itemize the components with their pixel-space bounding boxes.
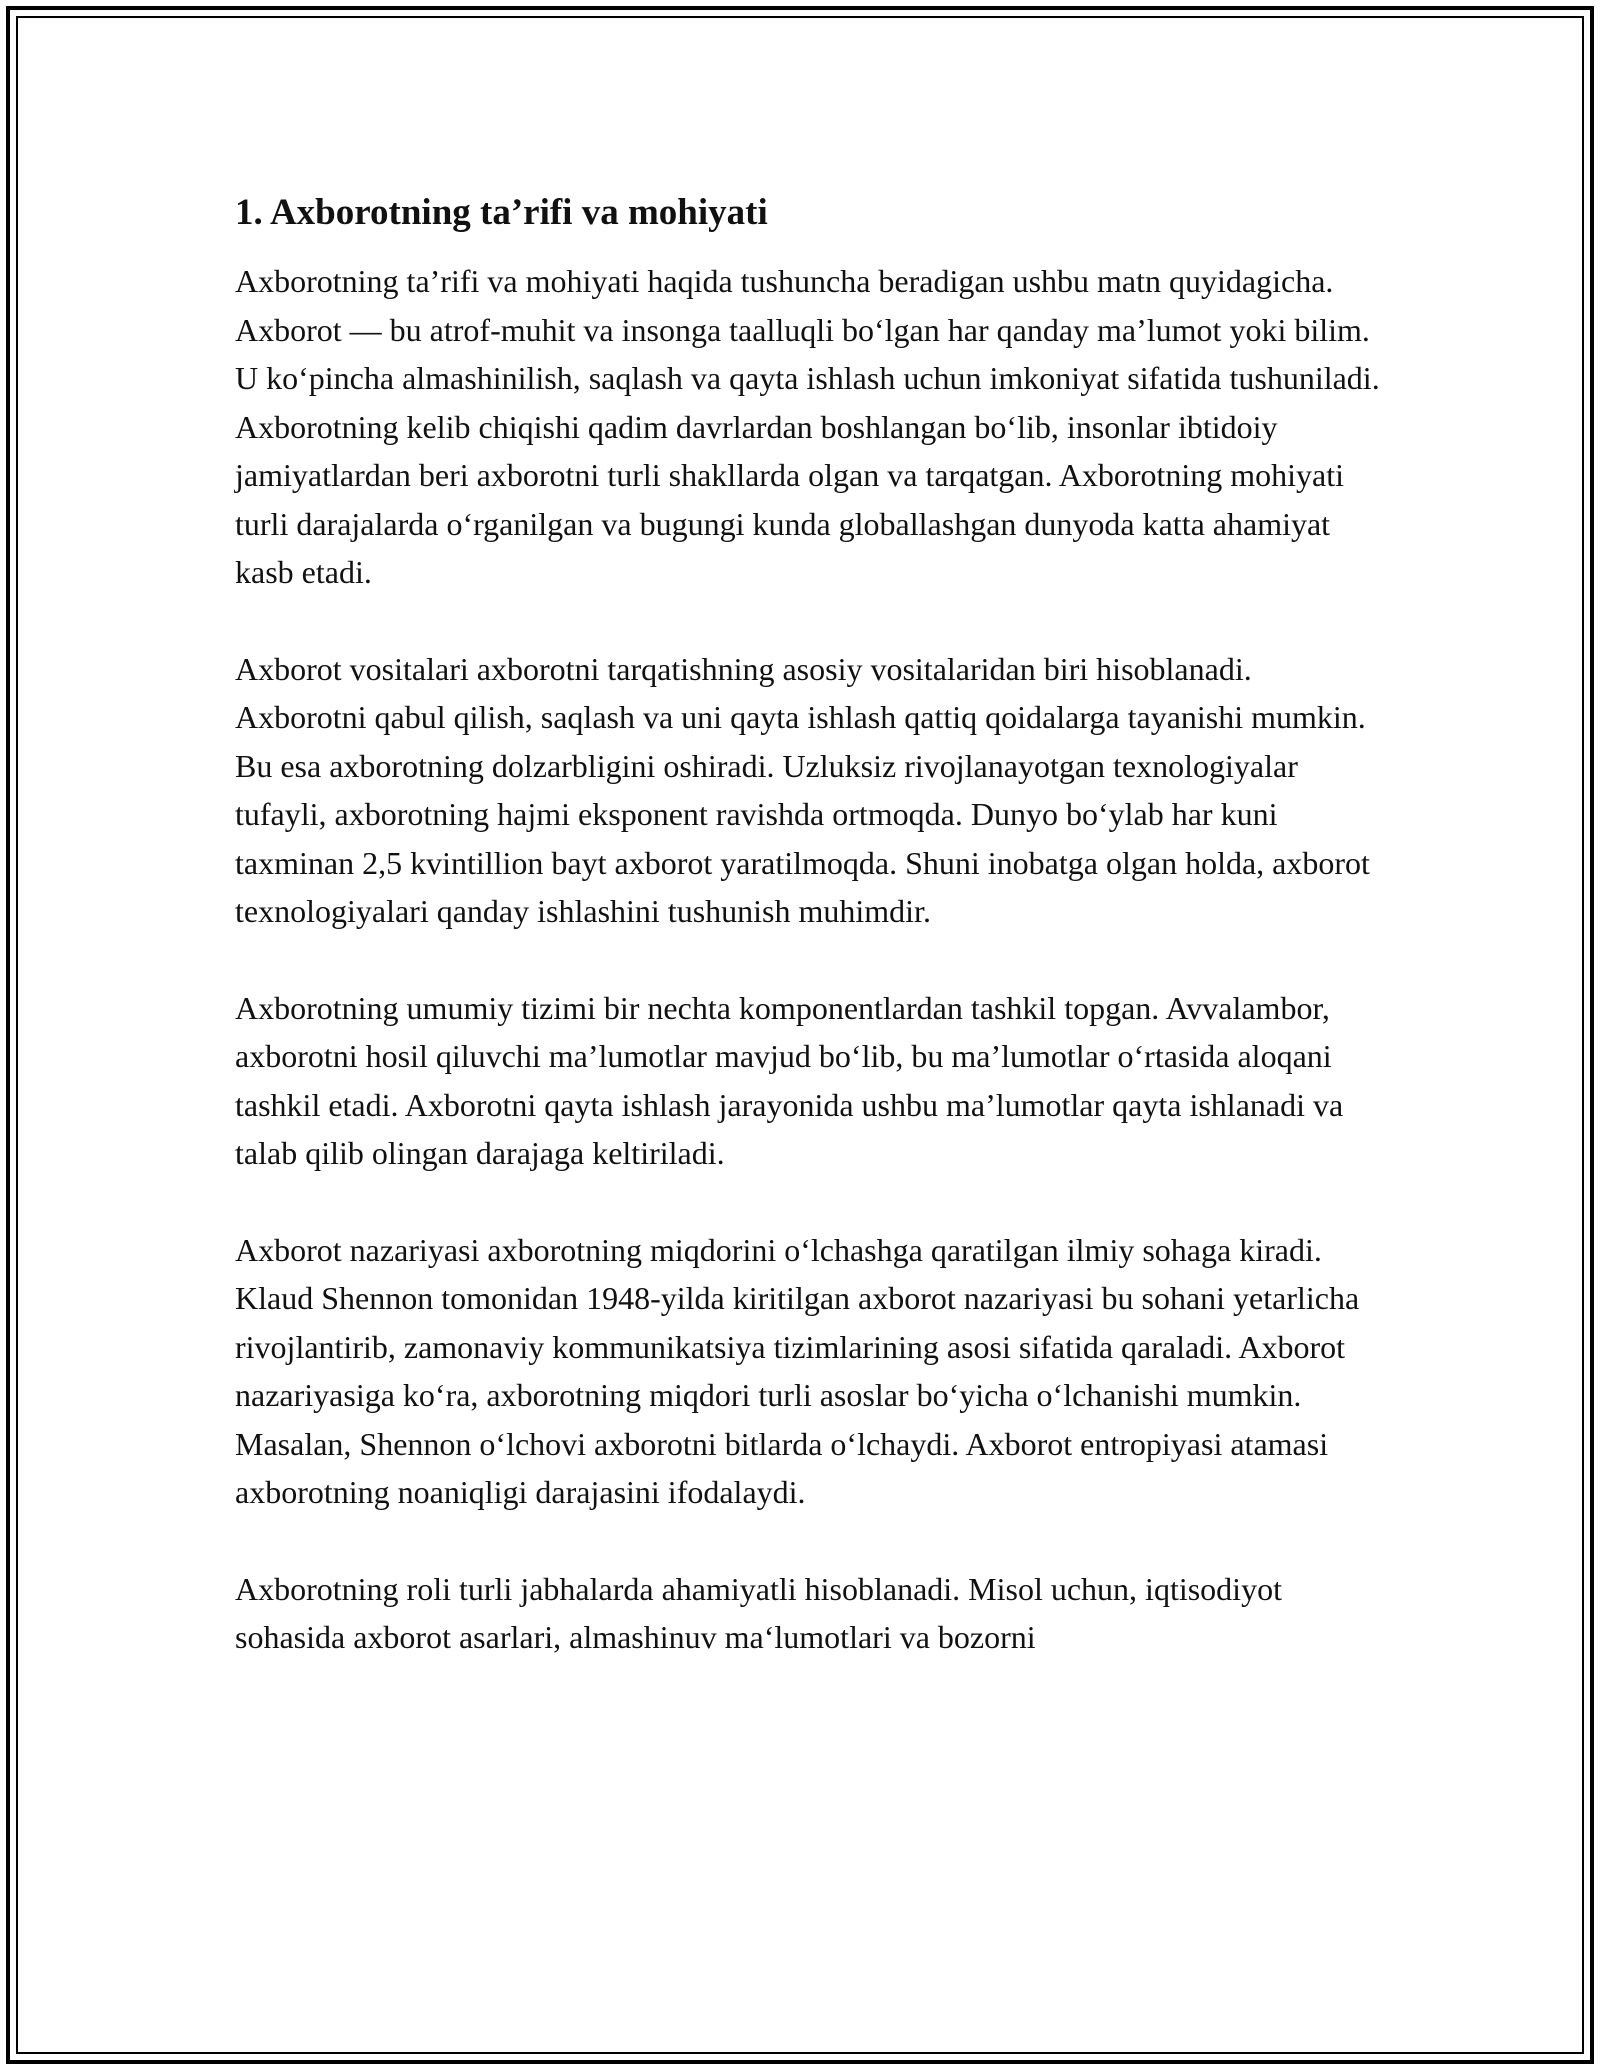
paragraph-3: Axborotning umumiy tizimi bir nechta komponentlardan tashkil topgan. Avvalambor, axborotni hosil qiluvchi ma’lumotlar mavjud bo‘lib, bu ma’lumotlar o‘rtasida aloqani tashkil etadi. Axborotni qayta ishlash jarayonida ushbu ma’lumotlar qayta ishlanadi va talab qilib olingan darajaga keltiriladi. [235,989,1344,1171]
paragraph-4: Axborot nazariyasi axborotning miqdorini o‘lchashga qaratilgan ilmiy sohaga kiradi. Klaud Shennon tomonidan 1948-yilda kiritilgan axborot nazariyasi bu sohani yetarlicha rivojlantirib, zamonaviy kommunikatsiya tizimlarining asosi sifatida qaraladi. Axborot nazariyasiga ko‘ra, axborotning miqdori turli asoslar bo‘yicha o‘lchanishi mumkin. Masalan, Shennon o‘lchovi axborotni bitlarda o‘lchaydi. Axborot entropiyasi atamasi axborotning noaniqligi darajasini ifodalaydi. [235,1231,1360,1510]
paragraph-1: Axborotning ta’rifi va mohiyati haqida tushuncha beradigan ushbu matn quyidagicha. Axborot — bu atrof-muhit va insonga taalluqli bo‘lgan har qanday ma’lumot yoki bilim. U ko‘pincha almashinilish, saqlash va qayta ishlash uchun imkoniyat sifatida tushuniladi. Axborotning kelib chiqishi qadim davrlardan boshlangan bo‘lib, insonlar ibtidoiy jamiyatlardan beri axborotni turli shakllarda olgan va tarqatgan. Axborotning mohiyati turli darajalarda o‘rganilgan va bugungi kunda globallashgan dunyoda katta ahamiyat kasb etadi. [235,263,1380,590]
section-heading: 1. Axborotning ta’rifi va mohiyati [235,192,768,233]
paragraph-5: Axborotning roli turli jabhalarda ahamiyatli hisoblanadi. Misol uchun, iqtisodiyot sohasida axborot asarlari, almashinuv ma‘lumotlari va bozorni [235,1570,1282,1655]
document-body [235,185,1385,1662]
paragraph-2: Axborot vositalari axborotni tarqatishning asosiy vositalaridan biri hisoblanadi. Axborotni qabul qilish, saqlash va uni qayta ishlash qattiq qoidalarga tayanishi mumkin. Bu esa axborotning dolzarbligini oshiradi. Uzluksiz rivojlanayotgan texnologiyalar tufayli, axborotning hajmi eksponent ravishda ortmoqda. Dunyo bo‘ylab har kuni taxminan 2,5 kvintillion bayt axborot yaratilmoqda. Shuni inobatga olgan holda, axborot texnologiyalari qanday ishlashini tushunish muhimdir. [235,650,1370,929]
